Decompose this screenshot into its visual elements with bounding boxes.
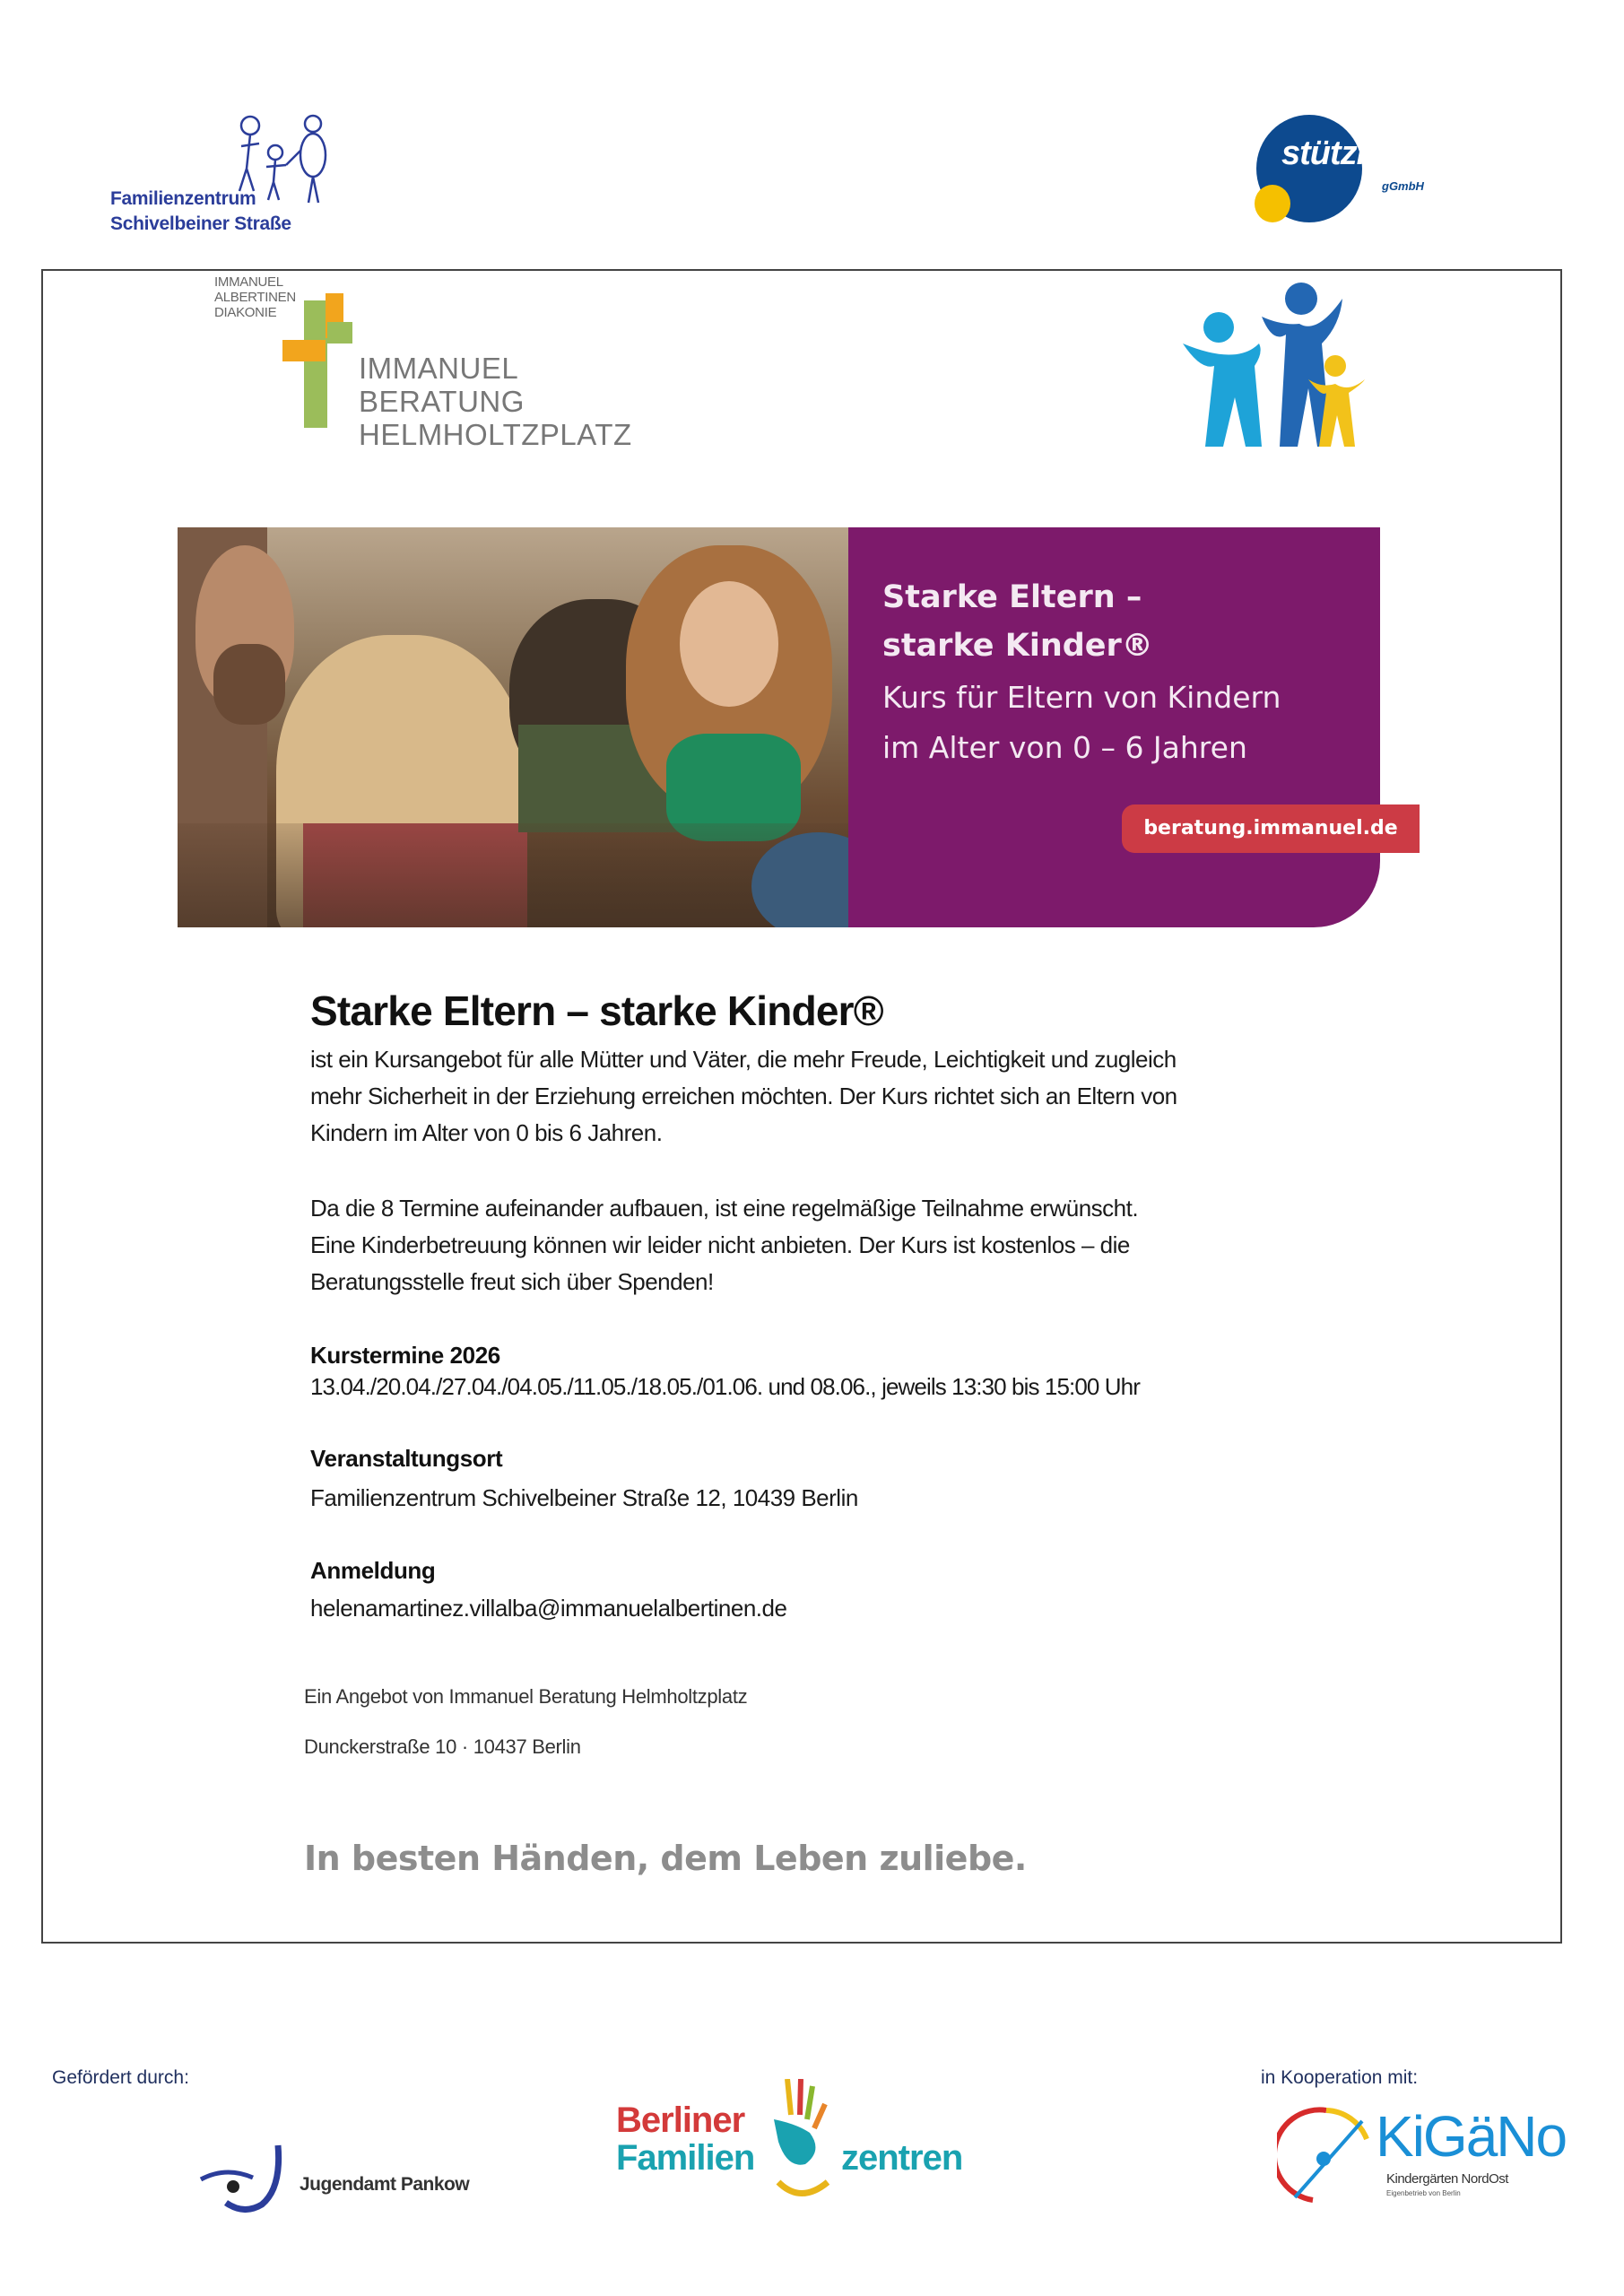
diakonie-line: IMMANUEL bbox=[214, 274, 283, 290]
intro-line: mehr Sicherheit in der Erziehung erreichen möchten. Der Kurs richtet sich an Eltern von bbox=[310, 1083, 1177, 1109]
group-photo bbox=[178, 527, 848, 927]
logo-line: BERATUNG bbox=[359, 385, 525, 418]
intro-line: Kindern im Alter von 0 bis 6 Jahren. bbox=[310, 1119, 663, 1146]
location-label: Veranstaltungsort bbox=[310, 1445, 503, 1472]
dates-value: 13.04./20.04./27.04./04.05./11.05./18.05./01.06. und 08.06., jeweils 13:30 bis 15:00 Uhr bbox=[310, 1373, 1140, 1400]
provider-text: Ein Angebot von Immanuel Beratung Helmholtzplatz bbox=[304, 1685, 748, 1708]
info-line: Da die 8 Termine aufeinander aufbauen, ist eine regelmäßige Teilnahme erwünscht. bbox=[310, 1195, 1139, 1222]
banner-subtitle-line1: Kurs für Eltern von Kindern bbox=[882, 680, 1281, 715]
family-figures-icon bbox=[1174, 281, 1367, 451]
kigano-circle-icon bbox=[1277, 2103, 1376, 2211]
banner-title-line1: Starke Eltern – bbox=[882, 579, 1142, 615]
familienzentrum-logo-line1: Familienzentrum bbox=[110, 188, 256, 209]
tagline: In besten Händen, dem Leben zuliebe. bbox=[304, 1839, 1027, 1878]
stuetzrad-logo bbox=[1255, 115, 1438, 224]
familienzentrum-logo-line2: Schivelbeiner Straße bbox=[110, 213, 291, 234]
website-link[interactable]: beratung.immanuel.de bbox=[1122, 804, 1420, 853]
eye-icon bbox=[199, 2144, 289, 2215]
stuetzrad-suffix: gGmbH bbox=[1382, 179, 1424, 193]
logo-line: IMMANUEL bbox=[359, 352, 519, 385]
provider-address: Dunckerstraße 10 · 10437 Berlin bbox=[304, 1735, 581, 1758]
cooperation-label: in Kooperation mit: bbox=[1261, 2067, 1419, 2088]
intro-line: ist ein Kursangebot für alle Mütter und Väter, die mehr Freude, Leichtigkeit und zugleich bbox=[310, 1046, 1177, 1073]
registration-email-link[interactable]: helenamartinez.villalba@immanuelalbertinen.de bbox=[310, 1595, 787, 1622]
diakonie-line: DIAKONIE bbox=[214, 305, 277, 320]
immanuel-beratung-logo-text bbox=[359, 352, 632, 451]
page-title: Starke Eltern – starke Kinder® bbox=[310, 987, 883, 1034]
dates-label: Kurstermine 2026 bbox=[310, 1342, 500, 1369]
jugendamt-name: Jugendamt Pankow bbox=[300, 2174, 470, 2195]
kigano-sub: Kindergärten NordOst bbox=[1386, 2171, 1508, 2187]
info-line: Beratungsstelle freut sich über Spenden! bbox=[310, 1268, 714, 1295]
bfz-line2b: zentren bbox=[841, 2138, 963, 2178]
location-value: Familienzentrum Schivelbeiner Straße 12, 10439 Berlin bbox=[310, 1484, 858, 1511]
hand-icon bbox=[760, 2079, 850, 2205]
info-line: Eine Kinderbetreuung können wir leider nicht anbieten. Der Kurs ist kostenlos – die bbox=[310, 1231, 1130, 1258]
bfz-line1: Berliner bbox=[616, 2100, 745, 2140]
jugendamt-pankow-logo bbox=[199, 2144, 477, 2215]
stuetzrad-name: stützrad bbox=[1281, 135, 1407, 172]
kigano-sub2: Eigenbetrieb von Berlin bbox=[1386, 2189, 1461, 2197]
registration-label: Anmeldung bbox=[310, 1557, 436, 1584]
diakonie-line: ALBERTINEN bbox=[214, 290, 296, 305]
kigano-name: KiGäNo bbox=[1376, 2104, 1567, 2169]
banner-subtitle-line2: im Alter von 0 – 6 Jahren bbox=[882, 730, 1247, 765]
funded-by-label: Gefördert durch: bbox=[52, 2067, 189, 2088]
berliner-familienzentren-logo bbox=[612, 2079, 989, 2205]
kigano-logo bbox=[1277, 2103, 1582, 2211]
banner-title-line2: starke Kinder® bbox=[882, 628, 1153, 664]
course-banner bbox=[178, 527, 1420, 927]
logo-line: HELMHOLTZPLATZ bbox=[359, 418, 632, 451]
bfz-line2a: Familien bbox=[616, 2138, 755, 2178]
